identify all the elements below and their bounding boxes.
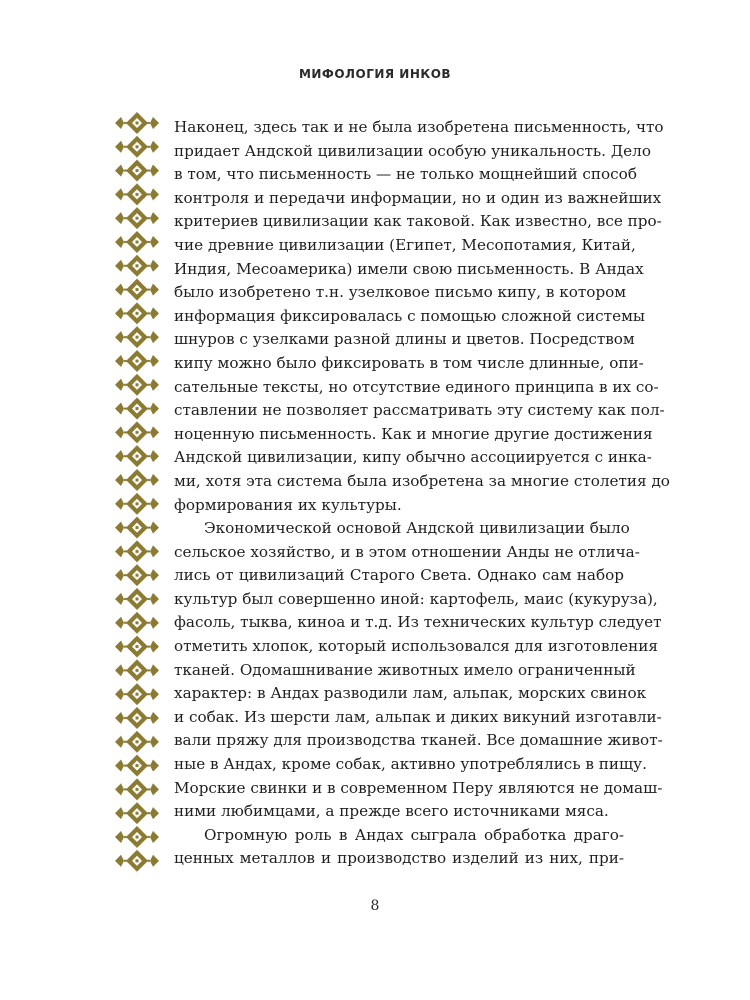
text-line: кипу можно было фиксировать в том числе длинные, опи- — [174, 353, 644, 372]
text-line: тканей. Одомашнивание животных имело ограниченный — [174, 660, 636, 679]
text-line: вали пряжу для производства тканей. Все домашние живот- — [174, 731, 663, 750]
text-line: ноценную письменность. Как и многие другие достижения — [174, 424, 653, 443]
text-line: формирования их культуры. — [174, 495, 402, 514]
text-line: ценных металлов и производство изделий из них, при- — [174, 849, 624, 868]
paragraph-1 — [174, 116, 670, 517]
text-line: характер: в Андах разводили лам, альпак, морских свинок — [174, 684, 647, 703]
text-line: лись от цивилизаций Старого Света. Однако сам набор — [174, 566, 624, 585]
text-line: сельское хозяйство, и в этом отношении Анды не отлича- — [174, 542, 640, 561]
text-line: и собак. Из шерсти лам, альпак и диких викуний изготавли- — [174, 707, 662, 726]
text-line: контроля и передачи информации, но и один из важнейших — [174, 188, 662, 207]
paragraph-3 — [174, 824, 624, 871]
text-line: придает Андской цивилизации особую уникальность. Дело — [174, 141, 651, 160]
text-line: Морские свинки и в современном Перу являются не домаш- — [174, 778, 663, 797]
andean-diamond-pattern-icon — [115, 112, 159, 874]
text-line: ные в Андах, кроме собак, активно употреблялись в пищу. — [174, 755, 647, 774]
text-line: Андской цивилизации, кипу обычно ассоциируется с инка- — [174, 448, 652, 467]
text-line: ними любимцами, а прежде всего источниками мяса. — [174, 802, 609, 821]
text-line: ми, хотя эта система была изобретена за многие столетия до — [174, 471, 670, 490]
text-line: отметить хлопок, который использовался для изготовления — [174, 637, 658, 656]
running-header: МИФОЛОГИЯ ИНКОВ — [298, 67, 452, 81]
text-line: в том, что письменность — не только мощнейший способ — [174, 165, 637, 184]
text-line: Огромную роль в Андах сыграла обработка драго- — [204, 825, 624, 844]
text-line: фасоль, тыква, киноа и т.д. Из технических культур следует — [174, 613, 662, 632]
text-line: культур был совершенно иной: картофель, маис (кукуруза), — [174, 589, 658, 608]
text-line: Наконец, здесь так и не была изобретена письменность, что — [174, 118, 664, 136]
body-text — [174, 116, 670, 871]
text-line: критериев цивилизации как таковой. Как известно, все про- — [174, 212, 662, 231]
text-line: Индия, Месоамерика) имели свою письменность. В Андах — [174, 259, 644, 278]
text-line: информация фиксировалась с помощью сложной системы — [174, 306, 645, 325]
paragraph-2 — [174, 517, 663, 824]
text-line: чие древние цивилизации (Египет, Месопотамия, Китай, — [174, 235, 636, 254]
text-line: ставлении не позволяет рассматривать эту систему как пол- — [174, 401, 665, 420]
text-line: сательные тексты, но отсутствие единого принципа в их со- — [174, 377, 659, 396]
text-line: было изобретено т.н. узелковое письмо кипу, в котором — [174, 283, 627, 302]
text-line: шнуров с узелками разной длины и цветов. Посредством — [174, 330, 635, 349]
page-number: 8 — [370, 898, 380, 914]
text-line: Экономической основой Андской цивилизации было — [204, 519, 630, 538]
